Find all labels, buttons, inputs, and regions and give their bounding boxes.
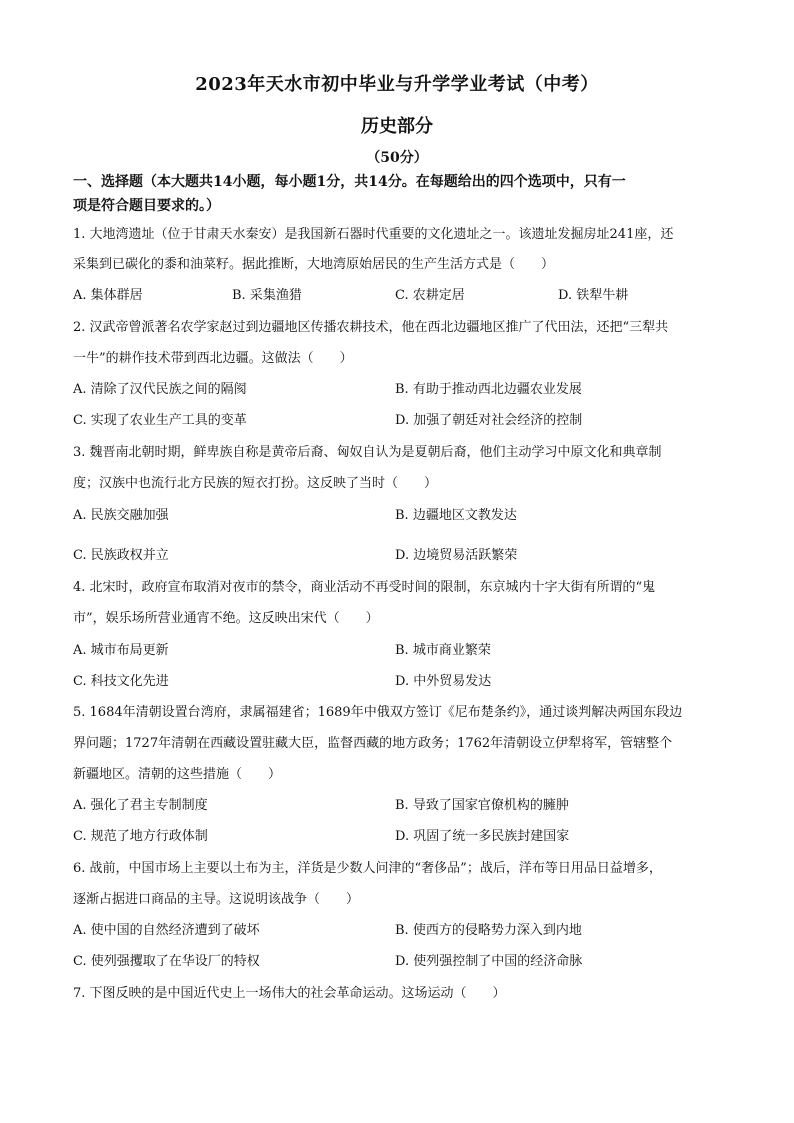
- question-4-option-d: D. 中外贸易发达: [395, 674, 492, 689]
- question-5-stem-line: 新疆地区。清朝的这些措施（ ）: [73, 767, 282, 782]
- section-instructions-line: 项是符合题目要求的。）: [73, 198, 220, 214]
- question-5-option-d: D. 巩固了统一多民族封建国家: [395, 829, 570, 844]
- question-4-stem-line: 市”，娱乐场所营业通宵不绝。这反映出宋代（ ）: [73, 611, 379, 626]
- question-6-option-b: B. 使西方的侵略势力深入到内地: [395, 923, 582, 938]
- question-6-stem-line: 逐渐占据进口商品的主导。这说明该战争（ ）: [73, 892, 360, 907]
- question-5-option-a: A. 强化了君主专制制度: [73, 798, 208, 813]
- question-3-option-a: A. 民族交融加强: [73, 508, 169, 523]
- question-5-option-c: C. 规范了地方行政体制: [73, 829, 208, 844]
- question-6-option-c: C. 使列强攫取了在华设厂的特权: [73, 954, 260, 969]
- question-4-option-c: C. 科技文化先进: [73, 674, 169, 689]
- question-3-option-b: B. 边疆地区文教发达: [395, 508, 517, 523]
- question-2-option-a: A. 清除了汉代民族之间的隔阂: [73, 382, 247, 397]
- question-4-stem-line: 4. 北宋时，政府宣布取消对夜市的禁令，商业活动不再受时间的限制，东京城内十字大街有所谓的“鬼: [73, 580, 656, 595]
- question-2-option-d: D. 加强了朝廷对社会经济的控制: [395, 413, 583, 428]
- question-2-stem-line: 2. 汉武帝曾派著名农学家赵过到边疆地区传播农耕技术，他在西北边疆地区推广了代田法，还把“三犁共: [73, 320, 669, 335]
- question-3-stem-line: 度；汉族中也流行北方民族的短衣打扮。这反映了当时（ ）: [73, 476, 438, 491]
- question-5-stem-line: 界问题；1727年清朝在西藏设置驻藏大臣，监督西藏的地方政务；1762年清朝设立伊犁将军，管辖整个: [73, 736, 673, 751]
- question-1-option-d: D. 铁犁牛耕: [558, 288, 629, 303]
- question-6-option-a: A. 使中国的自然经济遭到了破坏: [73, 923, 260, 938]
- total-score: （50分）: [366, 150, 428, 166]
- exam-subtitle: 历史部分: [361, 116, 433, 137]
- question-1-stem-line: 1. 大地湾遗址（位于甘肃天水秦安）是我国新石器时代重要的文化遗址之一。该遗址发掘房址241座，还: [73, 227, 674, 242]
- question-6-option-d: D. 使列强控制了中国的经济命脉: [395, 954, 583, 969]
- exam-title: 2023年天水市初中毕业与升学学业考试（中考）: [195, 74, 599, 95]
- question-3-option-c: C. 民族政权并立: [73, 548, 169, 563]
- question-2-option-b: B. 有助于推动西北边疆农业发展: [395, 382, 582, 397]
- question-1-option-c: C. 农耕定居: [395, 288, 465, 303]
- section-instructions: [73, 170, 723, 218]
- question-1-stem-line: 采集到已碳化的黍和油菜籽。据此推断，大地湾原始居民的生产生活方式是（ ）: [73, 257, 555, 272]
- question-5-stem-line: 5. 1684年清朝设置台湾府，隶属福建省；1689年中俄双方签订《尼布楚条约》，通过谈判解决两国东段边: [73, 705, 683, 720]
- question-2-option-c: C. 实现了农业生产工具的变革: [73, 413, 247, 428]
- question-2-stem-line: 一牛”的耕作技术带到西北边疆。这做法（ ）: [73, 351, 353, 366]
- question-3-option-d: D. 边境贸易活跃繁荣: [395, 548, 518, 563]
- question-1-option-b: B. 采集渔猎: [232, 288, 302, 303]
- question-4-option-a: A. 城市布局更新: [73, 643, 169, 658]
- question-1-option-a: A. 集体群居: [73, 288, 143, 303]
- question-4-option-b: B. 城市商业繁荣: [395, 643, 491, 658]
- section-instructions-line: 一、选择题（本大题共14小题，每小题1分，共14分。在每题给出的四个选项中，只有一: [73, 174, 626, 190]
- question-5-option-b: B. 导致了国家官僚机构的臃肿: [395, 798, 569, 813]
- question-3-stem-line: 3. 魏晋南北朝时期，鲜卑族自称是黄帝后裔、匈奴自认为是夏朝后裔，他们主动学习中原文化和典章制: [73, 445, 662, 460]
- question-7-stem-line: 7. 下图反映的是中国近代史上一场伟大的社会革命运动。这场运动（ ）: [73, 986, 506, 1001]
- question-6-stem-line: 6. 战前，中国市场上主要以土布为主，洋货是少数人问津的“奢侈品”；战后，洋布等日用品日益增多，: [73, 861, 662, 876]
